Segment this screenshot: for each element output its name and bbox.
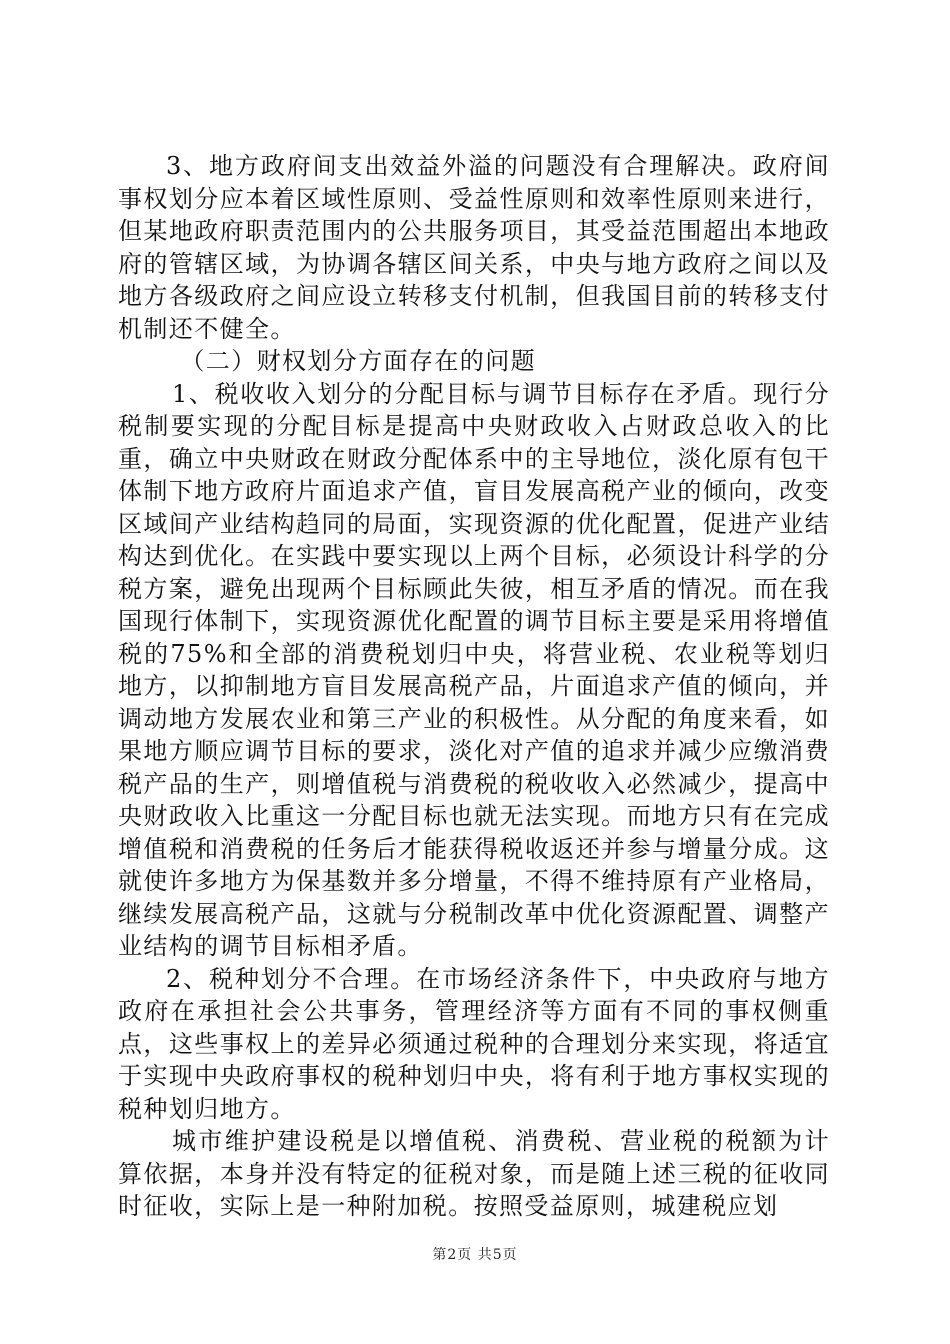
paragraph-urban-construction-tax: 城市维护建设税是以增值税、消费税、营业税的税额为计算依据，本身并没有特定的征税对象，而是随上述三税的征收同时征收，实际上是一种附加税。按照受益原则，城建税应划 <box>118 1127 830 1220</box>
paragraph-expenditure-spillover: 3、地方政府间支出效益外溢的问题没有合理解决。政府间事权划分应本着区域性原则、受益性原则和效率性原则来进行，但某地政府职责范围内的公共服务项目，其受益范围超出本地政府的管辖区域，为协调各辖区间关系，中央与地方政府之间以及地方各级政府之间应设立转移支付机制，但我国目前的转移支付机制还不健全。 <box>118 152 830 343</box>
page-number-footer: 第2页 共5页 <box>432 1247 518 1263</box>
document-body <box>118 150 830 1223</box>
paragraph-tax-type-division: 2、税种划分不合理。在市场经济条件下，中央政府与地方政府在承担社会公共事务，管理经济等方面有不同的事权侧重点，这些事权上的差异必须通过税种的合理划分来实现，将适宜于实现中央政府事权的税种划归中央，将有利于地方事权实现的税种划归地方。 <box>118 964 830 1123</box>
paragraph-tax-revenue-targets: 1、税收收入划分的分配目标与调节目标存在矛盾。现行分税制要实现的分配目标是提高中央财政收入占财政总收入的比重，确立中央财政在财政分配体系中的主导地位，淡化原有包干体制下地方政府片面追求产值，盲目发展高税产业的倾向，改变区域间产业结构趋同的局面，实现资源的优化配置，促进产业结构达到优化。在实践中要实现以上两个目标，必须设计科学的分税方案，避免出现两个目标顾此失彼，相互矛盾的情况。而在我国现行体制下，实现资源优化配置的调节目标主要是采用将增值税的75%和全部的消费税划归中央，将营业税、农业税等划归地方，以抑制地方盲目发展高税产品，片面追求产值的倾向，并调动地方发展农业和第三产业的积极性。从分配的角度来看，如果地方顺应调节目标的要求，淡化对产值的追求并减少应缴消费税产品的生产，则增值税与消费税的税收收入必然减少，提高中央财政收入比重这一分配目标也就无法实现。而地方只有在完成增值税和消费税的任务后才能获得税收返还并参与增量分成。这就使许多地方为保基数并多分增量，不得不维持原有产业格局，继续发展高税产品，这就与分税制改革中优化资源配置、调整产业结构的调节目标相矛盾。 <box>118 379 830 960</box>
section-heading-revenue-division: （二）财权划分方面存在的问题 <box>180 347 536 375</box>
